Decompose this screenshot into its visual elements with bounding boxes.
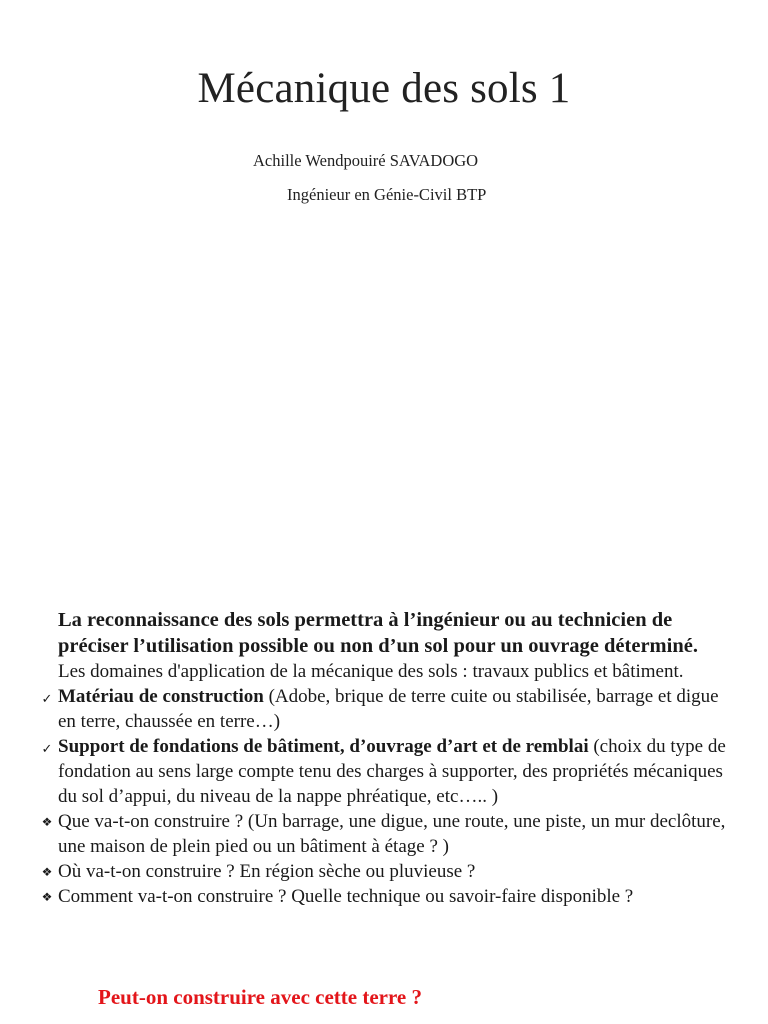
question-text: Où va-t-on construire ? En région sèche ou pluvieuse ? <box>58 861 476 882</box>
item-bold-label: Matériau de construction <box>58 686 264 707</box>
four-diamond-bullet-icon: ❖ <box>41 815 53 829</box>
list-item <box>41 884 734 909</box>
list-item <box>41 859 734 884</box>
author-name: Achille Wendpouiré SAVADOGO <box>253 151 479 170</box>
item-bold-label: Support de fondations de bâtiment, d’ouvrage d’art et de remblai <box>58 736 589 757</box>
list-item <box>41 734 734 809</box>
question-text: Comment va-t-on construire ? Quelle technique ou savoir-faire disponible ? <box>58 886 634 907</box>
list-item <box>41 684 734 734</box>
item-text: (Adobe, brique de terre cuite ou stabilisée, barrage et digue en terre, chaussée en terre…) <box>58 686 719 732</box>
checkmark-icon: ✓ <box>41 691 53 706</box>
application-list <box>41 684 734 909</box>
checkmark-icon: ✓ <box>41 741 53 756</box>
body-content <box>41 607 734 909</box>
author-role: Ingénieur en Génie-Civil BTP <box>287 185 487 204</box>
item-text: (choix du type de fondation au sens large compte tenu des charges à supporter, des propriétés mécaniques du sol d’appui, du niveau de la nappe phréatique, etc….. ) <box>58 736 726 807</box>
document-title: Mécanique des sols 1 <box>197 65 571 112</box>
domains-paragraph: Les domaines d'application de la mécanique des sols : travaux publics et bâtiment. <box>58 661 684 682</box>
final-question: Peut-on construire avec cette terre ? <box>98 985 422 1009</box>
four-diamond-bullet-icon: ❖ <box>41 890 53 904</box>
question-text: Que va-t-on construire ? (Un barrage, une digue, une route, une piste, un mur declôture, une maison de plein pied ou un bâtiment à étage ? ) <box>58 811 726 857</box>
intro-paragraph: La reconnaissance des sols permettra à l’ingénieur ou au technicien de préciser l’utilisation possible ou non d’un sol pour un ouvrage déterminé. <box>58 609 698 657</box>
list-item <box>41 809 734 859</box>
four-diamond-bullet-icon: ❖ <box>41 865 53 879</box>
